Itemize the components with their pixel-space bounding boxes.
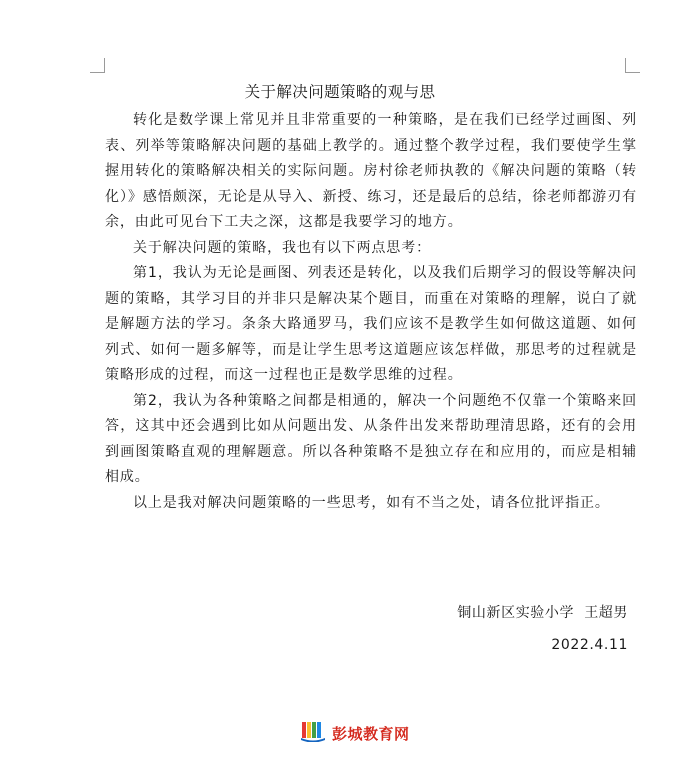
signature-block: [457, 600, 628, 658]
paragraph-closing: 以上是我对解决问题策略的一些思考，如有不当之处，请各位批评指正。: [133, 494, 610, 511]
document-body: [105, 108, 637, 516]
paragraph-point-2: 第2，我认为各种策略之间都是相通的，解决一个问题绝不仅靠一个策略来回答，这其中还会遇到比如从问题出发、从条件出发来帮助理清思路，还有的会用到画图策略直观的理解题意。所以各种策略不是独立存在和应用的，而应是相辅相成。: [105, 392, 637, 485]
book-logo-icon: [300, 720, 326, 746]
signature-date: 2022.4.11: [551, 637, 628, 653]
paragraph-lead: 关于解决问题的策略，我也有以下两点思考：: [133, 239, 431, 256]
paragraph-point-1: 第1，我认为无论是画图、列表还是转化，以及我们后期学习的假设等解决问题的策略，其学习目的并非只是解决某个题目，而重在对策略的理解，说白了就是解题方法的学习。条条大路通罗马，我们应该不是教学生如何做这道题、如何列式、如何一题多解等，而是让学生思考这道题应该怎样做，那思考的过程就是策略形成的过程，而这一过程也正是数学思维的过程。: [105, 265, 637, 383]
document-title: 关于解决问题策略的观与思: [244, 83, 436, 101]
watermark-logo: [300, 720, 410, 746]
page-corner-mark-right: [625, 58, 640, 73]
paragraph-intro: 转化是数学课上常见并且非常重要的一种策略，是在我们已经学过画图、列表、列举等策略解决问题的基础上教学的。通过整个教学过程，我们要使学生掌握用转化的策略解决相关的实际问题。房村徐老师执教的《解决问题的策略（转化）》感悟颇深，无论是从导入、新授、练习，还是最后的总结，徐老师都游刃有余，由此可见台下工夫之深，这都是我要学习的地方。: [105, 112, 637, 230]
signature-author: 铜山新区实验小学 王超男: [457, 605, 628, 621]
page-corner-mark-left: [90, 58, 105, 73]
watermark-text: 彭城教育网: [332, 724, 410, 743]
